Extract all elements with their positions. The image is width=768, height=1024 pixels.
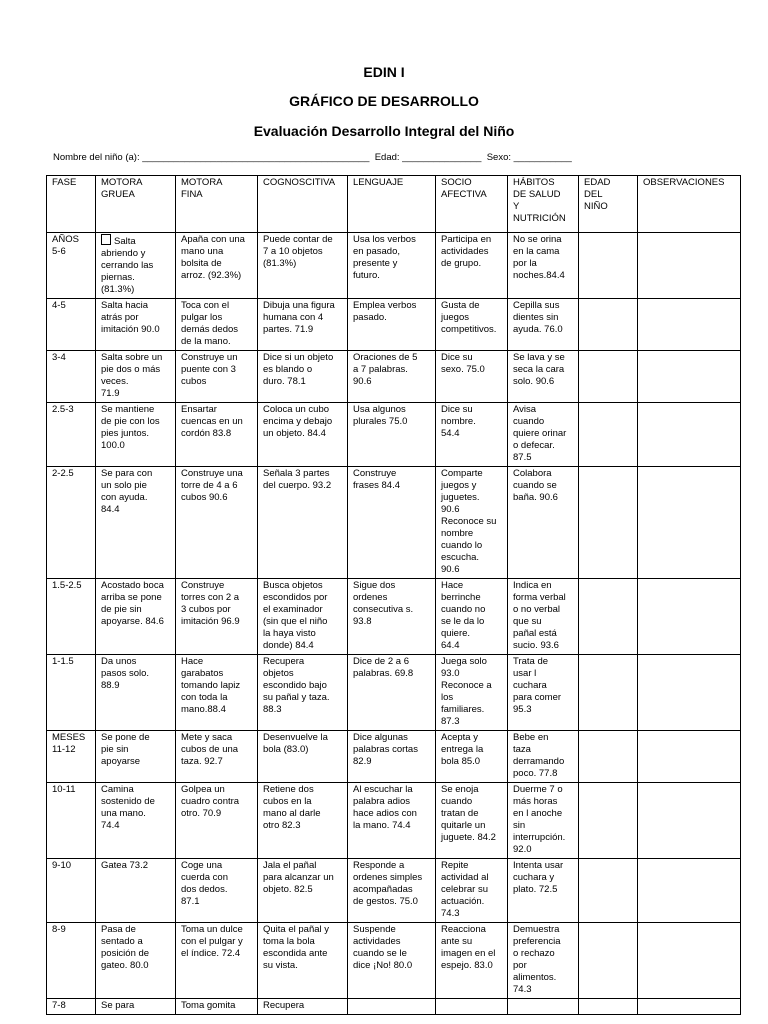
cell-motora-fina xyxy=(176,999,258,1015)
column-header-label: MOTORA GRUEA xyxy=(101,177,143,200)
cell-text: Se enoja cuando tratan de quitarle un juguete. 84.2 xyxy=(441,784,496,843)
cell-habitos-salud-nutricion xyxy=(508,467,579,579)
cell-socio-afectiva xyxy=(436,655,508,731)
cell-lenguaje xyxy=(348,655,436,731)
cell-text: 2-2.5 xyxy=(52,468,74,479)
cell-cognoscitiva xyxy=(258,999,348,1015)
cell-text: Usa algunos plurales 75.0 xyxy=(353,404,408,427)
cell-text: Se para con un solo pie con ayuda. 84.4 xyxy=(101,468,153,515)
column-header-label: OBSERVACIONES xyxy=(643,177,725,188)
cell-motora-fina xyxy=(176,403,258,467)
cell-edad-del-nino[interactable] xyxy=(579,579,638,655)
cell-text: Repite actividad al celebrar su actuación. 74.3 xyxy=(441,860,489,919)
table-row xyxy=(47,783,741,859)
cell-habitos-salud-nutricion xyxy=(508,233,579,299)
cell-text: Dibuja una figura humana con 4 partes. 71.9 xyxy=(263,300,335,335)
cell-text: Coloca un cubo encima y debajo un objeto. 84.4 xyxy=(263,404,333,439)
cell-fase xyxy=(47,299,96,351)
cell-observaciones[interactable] xyxy=(638,655,741,731)
cell-fase xyxy=(47,783,96,859)
cell-socio-afectiva xyxy=(436,403,508,467)
document-subtitle-2: Evaluación Desarrollo Integral del Niño xyxy=(253,123,515,139)
cell-observaciones[interactable] xyxy=(638,233,741,299)
cell-lenguaje xyxy=(348,403,436,467)
cell-text: AÑOS 5-6 xyxy=(52,234,79,257)
cell-text: Pasa de sentado a posición de gateo. 80.0 xyxy=(101,924,150,971)
cell-socio-afectiva xyxy=(436,923,508,999)
cell-text: Construye frases 84.4 xyxy=(353,468,400,491)
cell-text: Dice su nombre. 54.4 xyxy=(441,404,476,439)
cell-lenguaje xyxy=(348,999,436,1015)
cell-text: Salta abriendo y cerrando las piernas. (81.3%) xyxy=(101,236,154,295)
cell-edad-del-nino[interactable] xyxy=(579,299,638,351)
column-header-motora-gruesa xyxy=(96,176,176,233)
cell-motora-gruesa xyxy=(96,299,176,351)
cell-text: Juega solo 93.0 Reconoce a los familiares. 87.3 xyxy=(441,656,492,727)
cell-text: Responde a ordenes simples acompañadas de gestos. 75.0 xyxy=(353,860,423,907)
cell-lenguaje xyxy=(348,783,436,859)
cell-cognoscitiva xyxy=(258,579,348,655)
cell-motora-fina xyxy=(176,923,258,999)
column-header-lenguaje xyxy=(348,176,436,233)
cell-motora-gruesa xyxy=(96,999,176,1015)
cell-lenguaje xyxy=(348,467,436,579)
cell-motora-gruesa xyxy=(96,579,176,655)
cell-habitos-salud-nutricion xyxy=(508,923,579,999)
cell-habitos-salud-nutricion xyxy=(508,403,579,467)
cell-cognoscitiva xyxy=(258,403,348,467)
cell-cognoscitiva xyxy=(258,783,348,859)
cell-text: Salta sobre un pie dos o más veces. 71.9 xyxy=(101,352,163,399)
cell-text: Quita el pañal y toma la bola escondida ante su vista. xyxy=(263,924,330,971)
cell-motora-fina xyxy=(176,859,258,923)
cell-text: Retiene dos cubos en la mano al darle otro 82.3 xyxy=(263,784,321,831)
cell-socio-afectiva xyxy=(436,731,508,783)
cell-text: Recupera xyxy=(263,1000,305,1011)
column-header-label: SOCIO AFECTIVA xyxy=(441,177,487,200)
cell-text: Sigue dos ordenes consecutiva s. 93.8 xyxy=(353,580,414,627)
cell-text: Cepilla sus dientes sin ayuda. 76.0 xyxy=(513,300,563,335)
cell-socio-afectiva xyxy=(436,999,508,1015)
cell-socio-afectiva xyxy=(436,467,508,579)
cell-text: Golpea un cuadro contra otro. 70.9 xyxy=(181,784,240,819)
cell-text: Suspende actividades cuando se le dice ¡No! 80.0 xyxy=(353,924,413,971)
cell-text: Dice su sexo. 75.0 xyxy=(441,352,485,375)
table-row xyxy=(47,731,741,783)
cell-cognoscitiva xyxy=(258,467,348,579)
cell-text: Participa en actividades de grupo. xyxy=(441,234,492,269)
table-row xyxy=(47,923,741,999)
cell-habitos-salud-nutricion xyxy=(508,579,579,655)
document-title: EDIN I xyxy=(363,64,405,80)
table-row xyxy=(47,351,741,403)
cell-edad-del-nino[interactable] xyxy=(579,999,638,1015)
cell-text: Bebe en taza derramando poco. 77.8 xyxy=(513,732,565,779)
cell-motora-gruesa xyxy=(96,467,176,579)
cell-text: Acepta y entrega la bola 85.0 xyxy=(441,732,484,767)
cell-motora-fina xyxy=(176,655,258,731)
cell-text: No se orina en la cama por la noches.84.4 xyxy=(513,234,565,281)
cell-text: Da unos pasos solo. 88.9 xyxy=(101,656,150,691)
cell-habitos-salud-nutricion xyxy=(508,351,579,403)
cell-text: Se mantiene de pie con los pies juntos. 100.0 xyxy=(101,404,160,451)
cell-text: 4-5 xyxy=(52,300,66,311)
cell-text: Coge una cuerda con dos dedos. 87.1 xyxy=(181,860,229,907)
cell-text: Se pone de pie sin apoyarse xyxy=(101,732,150,767)
cell-observaciones[interactable] xyxy=(638,999,741,1015)
column-header-label: MOTORA FINA xyxy=(181,177,223,200)
cell-text: Avisa cuando quiere orinar o defecar. 87.5 xyxy=(513,404,567,463)
cell-cognoscitiva xyxy=(258,859,348,923)
cell-observaciones[interactable] xyxy=(638,299,741,351)
cell-text: Usa los verbos en pasado, presente y futuro. xyxy=(353,234,416,281)
cell-cognoscitiva xyxy=(258,655,348,731)
table-row xyxy=(47,579,741,655)
column-header-observaciones xyxy=(638,176,741,233)
cell-edad-del-nino[interactable] xyxy=(579,233,638,299)
column-header-label: LENGUAJE xyxy=(353,177,404,188)
table-row xyxy=(47,403,741,467)
cell-text: Busca objetos escondidos por el examinador (sin que el niño la haya visto donde) 84.4 xyxy=(263,580,328,651)
cell-socio-afectiva xyxy=(436,859,508,923)
cell-text: Gusta de juegos competitivos. xyxy=(441,300,497,335)
cell-text: Recupera objetos escondido bajo su pañal y taza. 88.3 xyxy=(263,656,330,715)
column-header-edad-del-nino xyxy=(579,176,638,233)
cell-text: 10-11 xyxy=(52,784,76,795)
cell-lenguaje xyxy=(348,859,436,923)
cell-edad-del-nino[interactable] xyxy=(579,731,638,783)
cell-text: 3-4 xyxy=(52,352,66,363)
cell-text: Construye torres con 2 a 3 cubos por imitación 96.9 xyxy=(181,580,240,627)
cell-socio-afectiva xyxy=(436,299,508,351)
cell-motora-gruesa xyxy=(96,655,176,731)
cell-cognoscitiva xyxy=(258,233,348,299)
cell-text: Hace berrinche cuando no se le da lo quiere. 64.4 xyxy=(441,580,486,651)
cell-text: Puede contar de 7 a 10 objetos (81.3%) xyxy=(263,234,333,269)
cell-habitos-salud-nutricion xyxy=(508,999,579,1015)
cell-fase xyxy=(47,655,96,731)
cell-fase xyxy=(47,579,96,655)
development-table xyxy=(46,175,741,1015)
cell-motora-fina xyxy=(176,233,258,299)
cell-text: Duerme 7 o más horas en l anoche sin interrupción. 92.0 xyxy=(513,784,566,855)
cell-fase xyxy=(47,923,96,999)
cell-text: Gatea 73.2 xyxy=(101,860,149,871)
child-info-form-line: Nombre del niño (a): ___________________________________________ Edad: _______________ Sexo: ___________ xyxy=(53,152,572,163)
cell-text: Apaña con una mano una bolsita de arroz. (92.3%) xyxy=(181,234,245,281)
cell-motora-gruesa xyxy=(96,731,176,783)
cell-fase xyxy=(47,403,96,467)
cell-text: Reacciona ante su imagen en el espejo. 83.0 xyxy=(441,924,496,971)
cell-fase xyxy=(47,467,96,579)
cell-edad-del-nino[interactable] xyxy=(579,655,638,731)
table-row xyxy=(47,467,741,579)
cell-habitos-salud-nutricion xyxy=(508,859,579,923)
column-header-fase xyxy=(47,176,96,233)
cell-text: Construye una torre de 4 a 6 cubos 90.6 xyxy=(181,468,243,503)
cell-fase xyxy=(47,351,96,403)
cell-habitos-salud-nutricion xyxy=(508,655,579,731)
table-row xyxy=(47,233,741,299)
cell-text: Intenta usar cuchara y plato. 72.5 xyxy=(513,860,564,895)
cell-text: Demuestra preferencia o rechazo por alimentos. 74.3 xyxy=(513,924,561,995)
cell-fase xyxy=(47,233,96,299)
cell-text: Dice algunas palabras cortas 82.9 xyxy=(353,732,418,767)
cell-text: Hace garabatos tomando lapiz con toda la mano.88.4 xyxy=(181,656,241,715)
cell-observaciones[interactable] xyxy=(638,923,741,999)
cell-socio-afectiva xyxy=(436,579,508,655)
cell-observaciones[interactable] xyxy=(638,351,741,403)
cell-text: Acostado boca arriba se pone de pie sin apoyarse. 84.6 xyxy=(101,580,164,627)
cell-motora-fina xyxy=(176,579,258,655)
cell-motora-gruesa xyxy=(96,859,176,923)
table-header-row xyxy=(47,176,741,233)
cell-text: 2.5-3 xyxy=(52,404,74,415)
cell-cognoscitiva xyxy=(258,299,348,351)
cell-edad-del-nino[interactable] xyxy=(579,403,638,467)
cell-motora-fina xyxy=(176,299,258,351)
cell-motora-fina xyxy=(176,731,258,783)
cell-text: Se lava y se seca la cara solo. 90.6 xyxy=(513,352,565,387)
cell-text: Señala 3 partes del cuerpo. 93.2 xyxy=(263,468,332,491)
column-header-cognoscitiva xyxy=(258,176,348,233)
column-header-label: EDAD DEL NIÑO xyxy=(584,177,611,212)
table-body xyxy=(47,233,741,1015)
column-header-label: COGNOSCITIVA xyxy=(263,177,336,188)
column-header-socio-afectiva xyxy=(436,176,508,233)
table-row xyxy=(47,655,741,731)
cell-observaciones[interactable] xyxy=(638,467,741,579)
cell-motora-gruesa xyxy=(96,403,176,467)
checkbox-icon[interactable] xyxy=(101,234,111,245)
cell-motora-fina xyxy=(176,467,258,579)
cell-text: Mete y saca cubos de una taza. 92.7 xyxy=(181,732,239,767)
cell-text: Camina sostenido de una mano. 74.4 xyxy=(101,784,155,831)
cell-observaciones[interactable] xyxy=(638,403,741,467)
cell-text: Indica en forma verbal o no verbal que su pañal está sucio. 93.6 xyxy=(513,580,566,651)
cell-socio-afectiva xyxy=(436,351,508,403)
cell-motora-gruesa xyxy=(96,783,176,859)
cell-lenguaje xyxy=(348,351,436,403)
cell-observaciones[interactable] xyxy=(638,579,741,655)
cell-lenguaje xyxy=(348,923,436,999)
cell-text: Salta hacia atrás por imitación 90.0 xyxy=(101,300,160,335)
column-header-habitos-salud-nutricion xyxy=(508,176,579,233)
cell-lenguaje xyxy=(348,731,436,783)
cell-motora-fina xyxy=(176,351,258,403)
cell-edad-del-nino[interactable] xyxy=(579,467,638,579)
cell-fase xyxy=(47,859,96,923)
cell-observaciones[interactable] xyxy=(638,859,741,923)
cell-text: 7-8 xyxy=(52,1000,66,1011)
cell-text: Construye un puente con 3 cubos xyxy=(181,352,238,387)
cell-text: Emplea verbos pasado. xyxy=(353,300,417,323)
cell-text: Dice de 2 a 6 palabras. 69.8 xyxy=(353,656,414,679)
cell-edad-del-nino[interactable] xyxy=(579,783,638,859)
cell-socio-afectiva xyxy=(436,233,508,299)
cell-socio-afectiva xyxy=(436,783,508,859)
cell-text: MESES 11-12 xyxy=(52,732,86,755)
cell-text: Comparte juegos y juguetes. 90.6 Reconoce su nombre cuando lo escucha. 90.6 xyxy=(441,468,497,575)
cell-text: 8-9 xyxy=(52,924,66,935)
cell-observaciones[interactable] xyxy=(638,783,741,859)
cell-text: Colabora cuando se baña. 90.6 xyxy=(513,468,558,503)
cell-edad-del-nino[interactable] xyxy=(579,923,638,999)
cell-habitos-salud-nutricion xyxy=(508,299,579,351)
column-header-motora-fina xyxy=(176,176,258,233)
cell-text: Trata de usar l cuchara para comer 95.3 xyxy=(513,656,562,715)
cell-text: 9-10 xyxy=(52,860,72,871)
cell-lenguaje xyxy=(348,579,436,655)
cell-text: Dice si un objeto es blando o duro. 78.1 xyxy=(263,352,334,387)
cell-observaciones[interactable] xyxy=(638,731,741,783)
cell-cognoscitiva xyxy=(258,923,348,999)
cell-fase xyxy=(47,731,96,783)
cell-text: Se para xyxy=(101,1000,135,1011)
cell-text: Toca con el pulgar los demás dedos de la mano. xyxy=(181,300,239,347)
table-row xyxy=(47,299,741,351)
cell-text: Desenvuelve la bola (83.0) xyxy=(263,732,328,755)
cell-edad-del-nino[interactable] xyxy=(579,351,638,403)
cell-habitos-salud-nutricion xyxy=(508,731,579,783)
column-header-label: FASE xyxy=(52,177,77,188)
cell-motora-fina xyxy=(176,783,258,859)
cell-text: Toma gomita xyxy=(181,1000,236,1011)
cell-text: 1.5-2.5 xyxy=(52,580,82,591)
cell-cognoscitiva xyxy=(258,351,348,403)
cell-lenguaje xyxy=(348,299,436,351)
cell-motora-gruesa xyxy=(96,233,176,299)
cell-text: Oraciones de 5 a 7 palabras. 90.6 xyxy=(353,352,418,387)
table-row xyxy=(47,999,741,1015)
cell-habitos-salud-nutricion xyxy=(508,783,579,859)
cell-text: Toma un dulce con el pulgar y el índice. 72.4 xyxy=(181,924,243,959)
document-subtitle: GRÁFICO DE DESARROLLO xyxy=(289,93,479,109)
cell-motora-gruesa xyxy=(96,351,176,403)
cell-motora-gruesa xyxy=(96,923,176,999)
cell-edad-del-nino[interactable] xyxy=(579,859,638,923)
column-header-label: HÁBITOS DE SALUD Y NUTRICIÓN xyxy=(513,177,566,224)
cell-text: Ensartar cuencas en un cordón 83.8 xyxy=(181,404,243,439)
cell-fase xyxy=(47,999,96,1015)
cell-text: Jala el pañal para alcanzar un objeto. 82.5 xyxy=(263,860,334,895)
cell-text: Al escuchar la palabra adios hace adios con la mano. 74.4 xyxy=(353,784,417,831)
table-row xyxy=(47,859,741,923)
cell-lenguaje xyxy=(348,233,436,299)
cell-cognoscitiva xyxy=(258,731,348,783)
cell-text: 1-1.5 xyxy=(52,656,74,667)
